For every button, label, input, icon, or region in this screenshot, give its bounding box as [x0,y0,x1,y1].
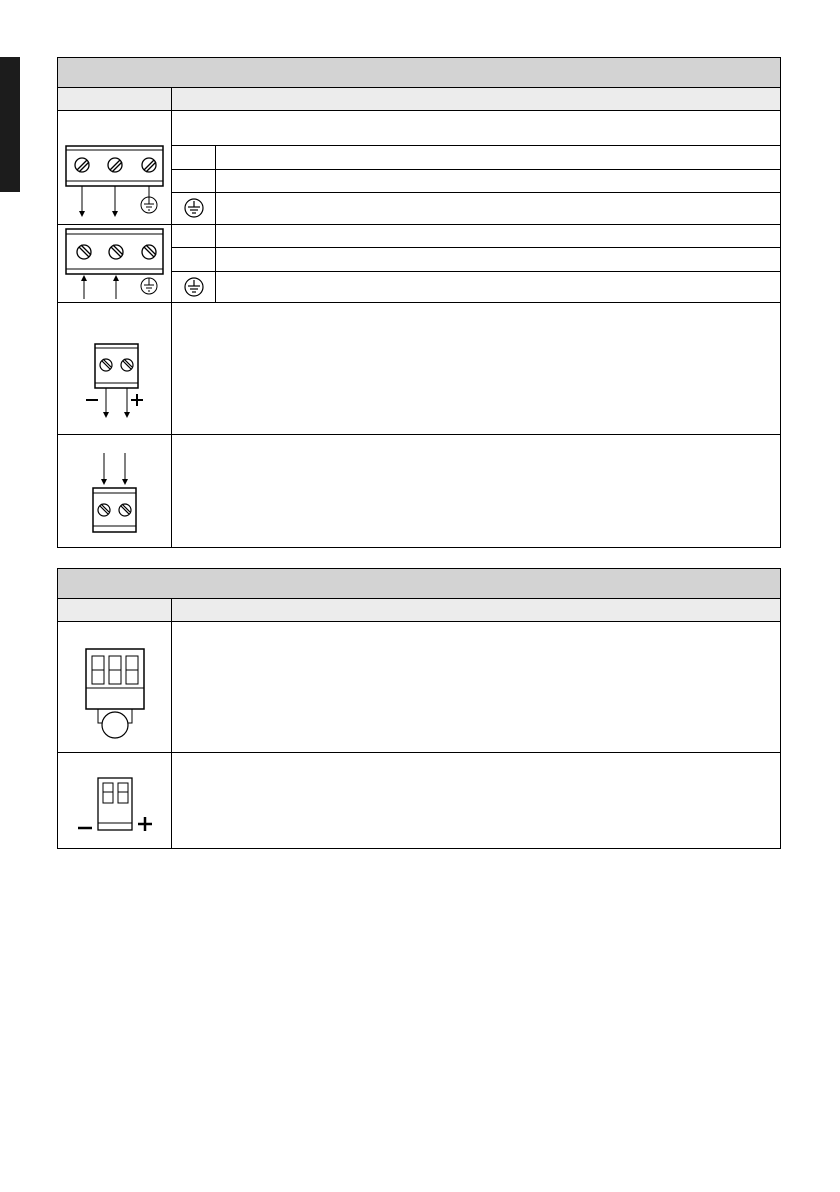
side-tab [0,57,20,192]
terminal-block-3-screws-inputs-icon [65,228,165,300]
table-title-band [58,58,780,87]
connections-table-1 [57,57,781,548]
connections-table-2 [57,568,781,849]
connector-3-pin-motor-icon [85,648,147,740]
connector-2-pin-dc-icon [72,775,162,839]
table-title-band [58,569,780,598]
ground-symbol-icon [183,197,205,219]
table-header-row [58,88,780,110]
table-header-row [58,599,780,621]
terminal-block-3-screws-outputs-icon [65,145,165,223]
ground-symbol-icon [183,276,205,298]
terminal-2-screws-dc-output-icon [80,343,152,423]
terminal-2-screws-input-icon [88,452,142,534]
